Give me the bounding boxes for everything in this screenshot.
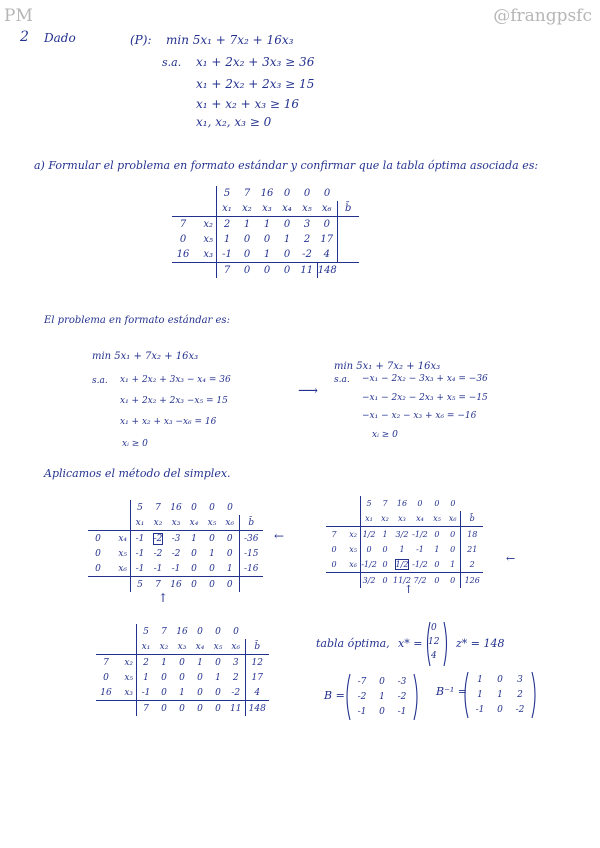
reduced-cost-cell: 0 xyxy=(450,576,456,585)
B-matrix xyxy=(352,674,412,719)
reduced-cost-cell: 0 xyxy=(215,703,221,714)
basis-cell: x₃ xyxy=(116,685,137,701)
reduced-cost-cell: 0 xyxy=(243,265,251,276)
var-header: x₅ xyxy=(429,511,445,527)
cost-cell: 16 xyxy=(176,626,188,637)
problem-intro: Dado xyxy=(44,31,76,45)
cost-cell: 16 xyxy=(396,499,408,508)
reduced-cost-cell: 7 xyxy=(137,701,156,717)
matrix-cell: 0 xyxy=(497,674,503,685)
watermark-left: PM xyxy=(4,6,33,26)
table-cell: 1 xyxy=(243,219,251,230)
cb-cell: 16 xyxy=(96,685,116,701)
table-cell: 0 xyxy=(191,548,197,559)
table-cell: 1 xyxy=(221,561,239,577)
table-cell: 0 xyxy=(361,542,378,557)
constraint-2: x₁ + 2x₂ + 2x₃ ≥ 15 xyxy=(196,77,315,91)
Binv-matrix xyxy=(470,672,530,717)
table-cell: 1 xyxy=(263,219,271,230)
var-header: x₁ xyxy=(131,515,150,531)
matrix-cell: -2 xyxy=(515,704,525,715)
matrix-cell: -1 xyxy=(397,706,407,717)
table-cell: 1 xyxy=(445,557,461,573)
table-cell: 0 xyxy=(209,533,215,544)
table-cell: 0 xyxy=(277,247,297,263)
table-cell: 0 xyxy=(226,533,233,544)
matrix-cell: 1 xyxy=(379,691,385,702)
cb-cell: 7 xyxy=(103,657,109,668)
table-cell: -1/2 xyxy=(411,557,429,573)
cost-cell: 0 xyxy=(197,626,203,637)
std-right-objective: min 5x₁ + 7x₂ + 16x₃ xyxy=(334,361,441,372)
pivot-value: -2 xyxy=(153,533,163,544)
var-header: x₁ xyxy=(361,511,378,527)
simplex-intro: Aplicamos el método del simplex. xyxy=(44,467,231,480)
cb-cell: 7 xyxy=(331,530,337,539)
var-header: x₄ xyxy=(411,511,429,527)
cb-cell: 0 xyxy=(95,548,101,559)
table-cell: -1 xyxy=(131,546,150,561)
table-cell: 0 xyxy=(429,557,445,573)
table-cell: 1 xyxy=(217,232,238,247)
matrix-cell: 1 xyxy=(497,689,503,700)
table-cell: 0 xyxy=(209,685,227,701)
table-cell: -2 xyxy=(171,548,181,559)
reduced-cost-cell: 5 xyxy=(131,577,150,593)
table-cell: -1 xyxy=(137,685,156,701)
pivot-cell xyxy=(393,557,411,573)
cb-cell: 0 xyxy=(88,561,108,577)
matrix-cell: -2 xyxy=(357,691,367,702)
basis-cell: x₆ xyxy=(342,557,361,573)
reduced-cost-cell: 11 xyxy=(230,703,242,714)
cost-cell: 5 xyxy=(217,186,238,201)
var-header: x₅ xyxy=(209,639,227,655)
simplex-tableau-3 xyxy=(96,624,269,716)
var-header: x₂ xyxy=(237,201,257,217)
problem-sa: s.a. xyxy=(162,56,182,69)
table-cell: -1/2 xyxy=(361,557,378,573)
rhs-cell: 12 xyxy=(245,655,269,671)
matrix-cell: 2 xyxy=(517,689,523,700)
objective-value-cell: 126 xyxy=(461,573,483,589)
pivot-cell xyxy=(149,531,167,547)
var-header: x₂ xyxy=(155,639,173,655)
table-cell: -2 xyxy=(153,548,163,559)
var-header: x₄ xyxy=(191,639,209,655)
cost-cell: 0 xyxy=(417,499,423,508)
var-header: x₄ xyxy=(185,515,203,531)
objective-value-cell: 148 xyxy=(245,701,269,717)
basis-cell: x₂ xyxy=(349,530,357,539)
table-cell: 3 xyxy=(232,657,239,668)
cost-cell: 0 xyxy=(215,626,221,637)
table-cell: 3/2 xyxy=(395,530,409,539)
matrix-cell: -1 xyxy=(475,704,485,715)
std-left-row-3: x₁ + x₂ + x₃ −x₆ = 16 xyxy=(120,417,217,427)
var-header: x₆ xyxy=(227,639,245,655)
pivot-col-arrow-2: ↑ xyxy=(404,583,414,596)
reduced-cost-cell: 11/2 xyxy=(393,576,411,585)
table-cell: 0 xyxy=(197,672,203,683)
cost-cell: 5 xyxy=(137,624,156,639)
table-cell: 0 xyxy=(283,219,291,230)
table-cell: -1/2 xyxy=(412,530,428,539)
xstar-3: 4 xyxy=(431,651,437,661)
table-cell: 0 xyxy=(382,545,388,554)
rhs-header: b̄ xyxy=(239,515,263,531)
table-cell: 0 xyxy=(161,672,167,683)
reduced-cost-cell: 0 xyxy=(226,579,233,590)
cost-cell: 0 xyxy=(227,502,233,513)
table-cell: 1 xyxy=(434,545,440,554)
table-cell: 0 xyxy=(263,234,271,245)
std-left-row-1: x₁ + 2x₂ + 3x₃ − x₄ = 36 xyxy=(120,375,231,385)
reduced-cost-cell: 0 xyxy=(179,703,185,714)
table-cell: -1 xyxy=(416,545,424,554)
standard-intro: El problema en formato estándar es: xyxy=(44,315,230,326)
reduced-cost-cell: 0 xyxy=(283,265,291,276)
var-header: x₁ xyxy=(217,201,238,217)
rhs-header: b̄ xyxy=(337,201,359,217)
std-left-nonneg: xᵢ ≥ 0 xyxy=(122,439,148,449)
reduced-cost-cell: 11 xyxy=(300,265,314,276)
cost-cell: 0 xyxy=(450,499,456,508)
cost-cell: 7 xyxy=(382,499,388,508)
simplex-tableau-2 xyxy=(326,496,483,588)
var-header: x₅ xyxy=(203,515,221,531)
matrix-cell: -3 xyxy=(397,676,407,687)
table-cell: 0 xyxy=(237,247,257,263)
var-header: x₃ xyxy=(257,201,277,217)
basis-cell: x₅ xyxy=(118,548,127,559)
reduced-cost-cell: 0 xyxy=(434,576,440,585)
table-cell: -1 xyxy=(217,247,238,263)
table-cell: 0 xyxy=(450,545,456,554)
std-right-nonneg: xᵢ ≥ 0 xyxy=(372,430,398,440)
matrix-cell: 1 xyxy=(477,674,483,685)
constraint-nonneg: x₁, x₂, x₃ ≥ 0 xyxy=(196,115,272,129)
table-cell: -3 xyxy=(171,533,181,544)
basis-cell: x₂ xyxy=(203,219,213,230)
table-cell: 1 xyxy=(382,530,388,539)
rhs-cell: 18 xyxy=(461,527,483,543)
reduced-cost-cell: 0 xyxy=(161,703,167,714)
table-cell: 1 xyxy=(283,234,291,245)
matrix-cell: 3 xyxy=(517,674,523,685)
cost-cell: 0 xyxy=(233,626,239,637)
table-cell: 1 xyxy=(215,672,221,683)
xstar-1: 0 xyxy=(431,623,437,633)
reduced-cost-cell: 7 xyxy=(217,263,238,279)
basis-cell: x₅ xyxy=(349,545,357,554)
matrix-cell: 1 xyxy=(477,689,483,700)
xstar-label: x* = xyxy=(398,637,423,650)
cb-cell: 0 xyxy=(95,533,101,544)
cb-cell: 7 xyxy=(179,219,187,230)
matrix-cell: -2 xyxy=(397,691,407,702)
std-right-row-1: −x₁ − 2x₂ − 3x₃ + x₄ = −36 xyxy=(362,374,488,384)
cost-cell: 7 xyxy=(243,188,251,199)
basis-cell: x₄ xyxy=(118,533,127,544)
table-cell: 1 xyxy=(161,657,167,668)
rhs-cell: -15 xyxy=(239,546,263,561)
var-header: x₃ xyxy=(173,639,191,655)
std-left-row-2: x₁ + 2x₂ + 2x₃ −x₅ = 15 xyxy=(120,396,228,406)
cost-cell: 0 xyxy=(434,499,440,508)
basis-cell: x₃ xyxy=(194,247,217,263)
basis-cell: x₆ xyxy=(108,561,131,577)
table-cell: -2 xyxy=(297,247,317,263)
var-header: x₅ xyxy=(297,201,317,217)
table-cell: 0 xyxy=(377,557,393,573)
cost-cell: 0 xyxy=(191,502,197,513)
var-header: x₄ xyxy=(277,201,297,217)
table-cell: 17 xyxy=(320,234,334,245)
table-cell: 1 xyxy=(257,247,277,263)
table-cell: 1 xyxy=(399,545,405,554)
cost-cell: 7 xyxy=(161,626,167,637)
var-header: x₂ xyxy=(377,511,393,527)
problem-objective: min 5x₁ + 7x₂ + 16x₃ xyxy=(166,33,294,47)
rhs-header: b̄ xyxy=(461,511,483,527)
cost-cell: 16 xyxy=(260,188,274,199)
basis-cell: x₅ xyxy=(124,672,133,683)
var-header: x₆ xyxy=(317,201,337,217)
var-header: x₃ xyxy=(393,511,411,527)
cost-cell: 0 xyxy=(303,188,311,199)
reduced-cost-cell: 3/2 xyxy=(361,573,378,589)
table-cell: -1 xyxy=(131,561,150,577)
var-header: x₂ xyxy=(149,515,167,531)
table-cell: 1 xyxy=(191,533,197,544)
reduced-cost-cell: 0 xyxy=(191,579,197,590)
std-right-sa: s.a. xyxy=(334,375,350,385)
cb-cell: 0 xyxy=(331,545,337,554)
matrix-cell: -1 xyxy=(357,706,367,717)
part-a-text: a) Formular el problema en formato estándar y confirmar que la tabla óptima asociada es: xyxy=(34,159,539,172)
problem-label: (P): xyxy=(130,33,152,47)
pivot-row-arrow: ← xyxy=(274,529,285,543)
table-cell: 3 xyxy=(303,219,311,230)
B-label: B = xyxy=(324,689,345,702)
matrix-cell: 0 xyxy=(379,676,385,687)
reduced-cost-cell: 0 xyxy=(382,576,388,585)
cost-cell: 0 xyxy=(209,502,215,513)
optimal-table-part-a xyxy=(172,186,359,278)
cost-cell: 0 xyxy=(323,188,331,199)
reduced-cost-cell: 7 xyxy=(155,579,161,590)
table-cell: 1 xyxy=(209,548,215,559)
constraint-3: x₁ + x₂ + x₃ ≥ 16 xyxy=(196,97,300,111)
pivot-col-arrow: ↑ xyxy=(158,591,169,605)
reduced-cost-cell: 0 xyxy=(263,265,271,276)
rhs-cell: 4 xyxy=(245,685,269,701)
problem-number: 2 xyxy=(20,29,29,45)
table-cell: 4 xyxy=(317,247,337,263)
table-cell: -1 xyxy=(131,531,150,547)
matrix-cell: 0 xyxy=(379,706,385,717)
table-cell: 2 xyxy=(217,217,238,233)
table-cell: 1 xyxy=(137,670,156,685)
std-left-objective: min 5x₁ + 7x₂ + 16x₃ xyxy=(92,351,199,362)
table-cell: 1 xyxy=(173,685,191,701)
pivot-row-arrow-2: ← xyxy=(506,552,516,565)
reduced-cost-cell: 7/2 xyxy=(413,576,427,585)
optimal-label: tabla óptima, xyxy=(316,637,390,650)
table-cell: 0 xyxy=(226,548,233,559)
std-left-sa: s.a. xyxy=(92,376,108,386)
table-cell: 2 xyxy=(232,672,239,683)
reduced-cost-cell: 16 xyxy=(170,579,182,590)
std-right-row-2: −x₁ − 2x₂ − 2x₃ + x₅ = −15 xyxy=(362,393,488,403)
rhs-cell: 21 xyxy=(461,542,483,557)
rhs-cell: -36 xyxy=(239,531,263,547)
constraint-1: x₁ + 2x₂ + 3x₃ ≥ 36 xyxy=(196,55,315,69)
zstar: z* = 148 xyxy=(456,637,505,650)
cb-cell: 0 xyxy=(179,234,187,245)
transform-arrow: ⟶ xyxy=(298,383,319,399)
table-cell: 0 xyxy=(179,657,185,668)
rhs-cell: 17 xyxy=(245,670,269,685)
table-cell: 0 xyxy=(243,234,251,245)
rhs-header: b̄ xyxy=(245,639,269,655)
table-cell: -1 xyxy=(149,561,167,577)
table-cell: 2 xyxy=(303,234,311,245)
reduced-cost-cell: 0 xyxy=(197,703,203,714)
cost-cell: 7 xyxy=(155,502,161,513)
var-header: x₃ xyxy=(167,515,185,531)
cb-cell: 0 xyxy=(103,672,109,683)
simplex-tableau-1 xyxy=(88,500,263,592)
matrix-cell: -7 xyxy=(357,676,367,687)
std-right-row-3: −x₁ − x₂ − x₃ + x₆ = −16 xyxy=(362,411,477,421)
table-cell: 1/2 xyxy=(361,527,378,543)
table-cell: -2 xyxy=(227,685,245,701)
table-cell: 0 xyxy=(179,672,185,683)
table-cell: 0 xyxy=(450,530,456,539)
cost-cell: 16 xyxy=(170,502,182,513)
table-cell: -1 xyxy=(167,561,185,577)
table-cell: 1 xyxy=(197,657,203,668)
var-header: x₆ xyxy=(221,515,239,531)
table-cell: 0 xyxy=(323,219,330,230)
var-header: x₁ xyxy=(137,639,156,655)
cost-cell: 5 xyxy=(361,496,378,511)
table-cell: 0 xyxy=(203,561,221,577)
table-cell: 0 xyxy=(155,685,173,701)
cb-cell: 0 xyxy=(326,557,342,573)
xstar-2: 12 xyxy=(428,637,440,647)
reduced-cost-cell: 0 xyxy=(209,579,215,590)
cost-cell: 5 xyxy=(131,500,150,515)
rhs-cell: -16 xyxy=(239,561,263,577)
matrix-cell: 0 xyxy=(497,704,503,715)
table-cell: 0 xyxy=(185,561,203,577)
rhs-cell: 2 xyxy=(461,557,483,573)
watermark-right: @frangpsfc xyxy=(493,6,592,26)
basis-cell: x₂ xyxy=(124,657,133,668)
table-cell: 0 xyxy=(191,685,209,701)
basis-cell: x₅ xyxy=(203,234,213,245)
pivot-value: 1/2 xyxy=(395,560,409,569)
objective-value-cell: 148 xyxy=(317,263,337,279)
table-cell: 0 xyxy=(434,530,440,539)
Binv-label: B⁻¹ = xyxy=(436,685,468,698)
table-cell: 0 xyxy=(215,657,221,668)
table-cell: 2 xyxy=(137,655,156,671)
cb-cell: 16 xyxy=(172,247,194,263)
cost-cell: 0 xyxy=(283,188,291,199)
var-header: x₆ xyxy=(445,511,461,527)
